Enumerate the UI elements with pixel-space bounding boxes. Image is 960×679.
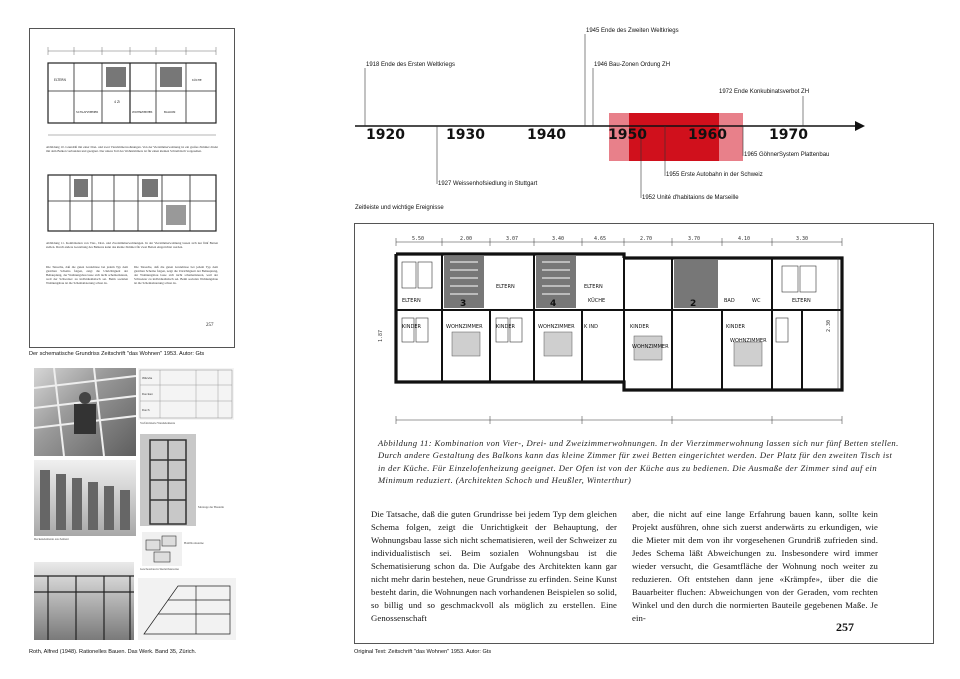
timeline-caption: Zeitleiste und wichtige Ereignisse — [355, 205, 444, 211]
photo-caption-2: Deckenelemente aus Zement — [34, 537, 69, 541]
photo-caption-4: Hohlblocksteine — [184, 541, 204, 545]
dim-right-1: 2.30 — [826, 319, 832, 332]
body-column-2: aber, die nicht auf eine lange Erfahrung bauen kann, sollte kein Projekt ausführen, ohne sich zuerst anderwärts zu erkundigen, wie die Mieter mit dem von ihr vorgesehenen Grundriß zufrieden sind. Jedes Schema läßt Abweichungen zu. Insbesondere wird immer wieder versucht, die Gesamtfläche der Wohnung noch weiter zu reduzieren. Oft entstehen dann jene «Krämpfe», über die die Bauarbeiter fluchen: Abweichungen von der Geraden, vom rechten Winkel und den durch die normierten Bauteile gegebenen Maße. Je ein- — [632, 509, 878, 623]
timeline-arrowhead — [855, 121, 865, 131]
data-table — [138, 368, 234, 420]
dim-top-8: 4.10 — [738, 236, 751, 242]
main-floor-plan — [372, 232, 852, 430]
mini-plan-label-eltern: ELTERN — [54, 78, 66, 82]
label-bad: BAD — [724, 298, 735, 304]
event-1945: 1945 Ende des Zweiten Weltkriegs — [586, 28, 679, 34]
event-1972: 1972 Ende Konkubinatsverbot ZH — [719, 89, 810, 95]
mini-floor-plan-1 — [44, 43, 220, 143]
timeline — [355, 20, 955, 220]
label-num-3: 3 — [460, 299, 467, 309]
label-wc: WC — [752, 298, 761, 304]
photo-blocks — [142, 532, 182, 566]
event-1965: 1965 GöhnerSystem Plattenbau — [744, 152, 830, 158]
left-bottom-collage — [30, 366, 238, 642]
page-number: 257 — [836, 620, 854, 634]
mini-plan-label-schlaf: SCHLAFZIMMER — [76, 110, 99, 114]
photo-roof-structure — [34, 562, 134, 640]
mini-plan-label-balkon: BALKON — [164, 110, 176, 114]
label-kind: K IND — [584, 324, 598, 330]
dim-left-1: 1.87 — [378, 329, 384, 342]
table-row-2: Dach — [142, 408, 150, 412]
mini-body-col-1: Die Tatsache, daß die guten Grundrisse bei jedem Typ dem gleichen Schema folgen, zeigt die Unrichtigkeit der Behauptung, der Wohnungsbau lasse sich nicht schematisieren, weil der Schweizer zu individualistisch sei. Beim sozialen Wohnungsbau ist die Schematisierung schon da. — [46, 265, 128, 286]
dim-top-5: 4.65 — [594, 236, 607, 242]
source-caption: Original Text: Zeitschrift "das Wohnen" 1953. Autor: Gts — [354, 649, 492, 655]
label-kinder-2: KINDER — [496, 324, 515, 330]
mini-caption-1: Abbildung 10. Grundriß mit einer Drei- und zwei Vierzimmerwohnungen. Von der Vierzimmerwohnung ist ein großes Zimmer direkt mit dem Balkon verbunden und geeignet. Der untere Teil des Wohnzimmers ist für einen kleinen Schreibtisch vorgesehen. — [46, 145, 218, 154]
photo-caption-5: Geschossbau in Skelettbauweise — [140, 567, 179, 571]
label-kinder-3: KINDER — [726, 324, 745, 330]
year-1960: 1960 — [688, 127, 727, 143]
label-wohnzimmer-4: WOHNZIMMER — [730, 338, 767, 344]
table-row-0: Wände — [142, 376, 153, 380]
photo-building-sketch — [138, 578, 236, 640]
event-1952: 1952 Unité d'habitaions de Marseille — [642, 195, 739, 201]
event-1955: 1955 Erste Autobahn in der Schweiz — [666, 172, 763, 178]
year-1920: 1920 — [366, 127, 405, 143]
photo-caption-3: Montage der Bauteile — [198, 505, 224, 509]
label-num-2: 2 — [690, 299, 697, 309]
mini-plan-label-kuche: KÜCHE — [192, 78, 202, 82]
mini-plan-label-wohn: WOHNZIMMER — [132, 110, 153, 114]
table-row-1: Decken — [142, 392, 154, 396]
mini-floor-plan-2 — [44, 167, 220, 239]
photo-workers — [34, 368, 136, 456]
label-kuche: KÜCHE — [588, 298, 606, 304]
label-wohnzimmer-2: WOHNZIMMER — [538, 324, 575, 330]
year-1950: 1950 — [608, 127, 647, 143]
mini-caption-2: Abbildung 11. Kombination von Vier-, Drei- und Zweizimmerwohnungen. In der Vierzimmerwohnung lassen sich nur fünf Betten stellen. Durch andere Gestaltung des Balkons kann das kleine Zimmer für zwei Betten eingerichtet werden. — [46, 241, 218, 250]
dim-top-3: 3.07 — [506, 236, 519, 242]
body-column-1: Die Tatsache, daß die guten Grundrisse bei jedem Typ dem gleichen Schema folgen, zeigt die Unrichtigkeit der Behauptung, der Wohnungsbau lasse sich nicht schematisieren, weil der Schweizer zu individualistisch sei. Beim sozialen Wohnungsbau ist die Schematisierung schon da. Die Aufgabe des Architekten kann gar nicht mehr darin bestehen, neue Grundrisse zu erfinden. Seine Kunst besteht darin, die Wohnungen nach vorhandenen Beispielen so solid, so billig und so geschmackvoll als möglich zu erstellen. Eine Genossenschaft — [371, 509, 617, 623]
year-1930: 1930 — [446, 127, 485, 143]
label-eltern-4: ELTERN — [792, 298, 811, 304]
dim-top-2: 2.00 — [460, 236, 473, 242]
label-eltern-2: ELTERN — [496, 284, 515, 290]
left-top-caption: Der schematische Grundriss Zeitschrift "das Wohnen" 1953. Autor: Gts — [29, 351, 205, 357]
label-num-4: 4 — [550, 299, 557, 309]
label-wohnzimmer-1: WOHNZIMMER — [446, 324, 483, 330]
label-kinder-4: KINDER — [630, 324, 649, 330]
dim-top-6: 2.70 — [640, 236, 653, 242]
mini-body-col-2: Die Tatsache, daß die guten Grundrisse bei jedem Typ dem gleichen Schema folgen, zeigt die Unrichtigkeit der Behauptung, der Wohnungsbau lasse sich nicht schematisieren, weil der Schweizer zu individualistisch sei. Beim sozialen Wohnungsbau ist die Schematisierung schon da. — [134, 265, 218, 286]
label-eltern-3: ELTERN — [584, 284, 603, 290]
year-1970: 1970 — [769, 127, 808, 143]
photo-building-frame — [140, 434, 196, 526]
dim-top-7: 3.70 — [688, 236, 701, 242]
figure-caption: Abbildung 11: Kombination von Vier-, Drei- und Zweizimmerwohnungen. In der Vierzimmerwohnung lassen sich nur fünf Betten stellen. Durch andere Gestaltung des Balkons kann das kleine Zimmer für zwei Betten eingerichtet werden. Der Platz für den zweiten Tisch ist in der Küche. Für Einzelofenheizung geeignet. Der Ofen ist von der Küche aus zu bedienen. Die Ausmaße der Zimmer sind auf ein Minimum reduziert. (Architekten Schoch und Heußler, Winterthur) — [378, 438, 899, 486]
left-bottom-caption: Roth, Alfred (1948). Rationelles Bauen. Das Werk. Band 35, Zürich. — [29, 649, 197, 655]
label-wohnzimmer-3: WOHNZIMMER — [632, 344, 669, 350]
event-1918: 1918 Ende des Ersten Weltkriegs — [366, 62, 455, 68]
dim-top-9: 3.30 — [796, 236, 809, 242]
photo-panels — [34, 460, 136, 536]
timeline-graphic — [355, 20, 955, 220]
photo-caption-1: Vorfabrizierte Wandelemente — [140, 421, 176, 425]
label-kinder-1: KINDER — [402, 324, 421, 330]
mini-plan-label-4zi: 4 Zi — [114, 100, 121, 104]
event-1927: 1927 Weissenhofsiedlung in Stuttgart — [438, 181, 538, 187]
dim-top-4: 3.40 — [552, 236, 565, 242]
left-top-page — [29, 28, 235, 348]
label-eltern-1: ELTERN — [402, 298, 421, 304]
event-1946: 1946 Bau-Zonen Ordung ZH — [594, 62, 671, 68]
mini-page-number: 257 — [206, 323, 214, 328]
dim-top-1: 5.50 — [412, 236, 425, 242]
year-1940: 1940 — [527, 127, 566, 143]
